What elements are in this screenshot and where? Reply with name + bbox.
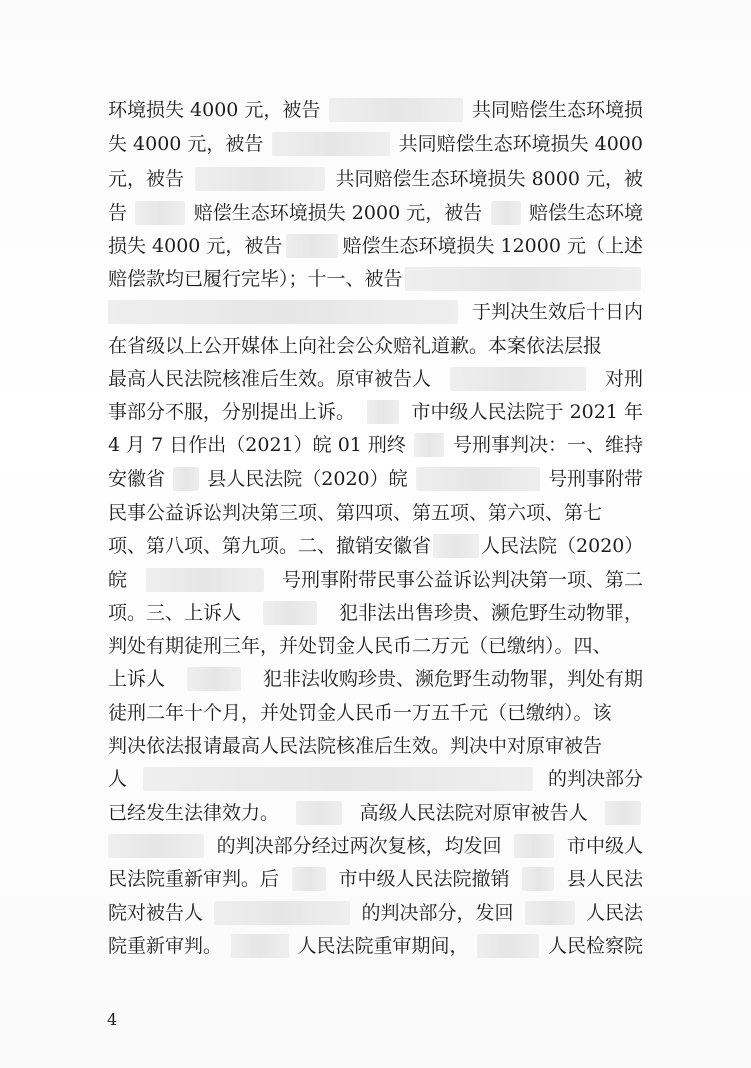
- line-text: 人民法院重审期间，: [297, 935, 469, 957]
- redaction-block: [522, 867, 554, 891]
- line-text: 皖: [108, 569, 128, 591]
- text-line-4: [108, 200, 643, 226]
- line-text: 项。三、上诉人: [108, 602, 242, 624]
- text-line-16: [108, 600, 643, 626]
- text-line-19: [108, 700, 643, 726]
- line-text: 赔偿款均已履行完毕）；十一、被告: [108, 268, 403, 290]
- line-text: 已经发生法律效力。: [108, 802, 280, 824]
- redaction-block: [416, 467, 540, 491]
- line-text: 赔偿生态环境: [528, 202, 643, 224]
- text-line-20: [108, 733, 643, 759]
- text-line-10: [108, 399, 643, 425]
- text-line-9: [108, 366, 643, 392]
- redaction-block: [414, 433, 444, 457]
- line-text: 事部分不服，分别提出上诉。: [108, 401, 356, 423]
- line-text: 号刑事判决：一、维持: [452, 434, 643, 456]
- line-text: 于判决生效后十日内: [471, 301, 643, 323]
- line-text: 共同赔偿生态环境损失 4000: [398, 133, 643, 155]
- text-line-12: [108, 466, 643, 492]
- redaction-block: [329, 98, 463, 122]
- line-text: 人: [108, 768, 128, 790]
- line-text: 在省级以上公开媒体上向社会公众赔礼道歉。本案依法层报: [108, 335, 603, 357]
- redaction-block: [514, 834, 554, 858]
- line-text: 的判决部分: [547, 768, 643, 790]
- redaction-block: [146, 568, 264, 592]
- line-text: 告: [108, 202, 128, 224]
- text-line-5: [108, 233, 643, 259]
- line-text: 共同赔偿生态环境损失 8000 元，被: [335, 168, 643, 190]
- redaction-block: [187, 667, 241, 691]
- text-line-15: [108, 567, 643, 593]
- text-line-3: [108, 166, 643, 192]
- line-text: 民法院重新审判。后: [108, 868, 280, 890]
- redaction-block: [263, 601, 317, 625]
- line-text: 对刑: [604, 368, 643, 390]
- line-text: 赔偿生态环境损失 2000 元，被告: [193, 202, 483, 224]
- line-text: 4 月 7 日作出（2021）皖 01 刑终: [108, 434, 406, 456]
- line-text: 市中级人: [566, 835, 643, 857]
- redaction-block: [272, 132, 390, 156]
- line-text: 人民法: [585, 902, 643, 924]
- line-text: 项、第八项、第九项。二、撤销安徽省: [108, 535, 432, 557]
- line-text: 判处有期徒刑三年，并处罚金人民币二万元（已缴纳）。四、: [108, 635, 612, 657]
- redaction-block: [108, 300, 458, 324]
- text-line-1: [108, 97, 643, 123]
- text-line-18: [108, 666, 643, 692]
- redaction-block: [405, 267, 641, 291]
- text-line-17: [108, 633, 643, 659]
- text-line-13: [108, 500, 643, 526]
- redaction-block: [433, 534, 479, 558]
- line-text: 的判决部分，发回: [361, 902, 514, 924]
- line-text: 环境损失 4000 元，被告: [108, 99, 321, 121]
- redaction-block: [605, 801, 641, 825]
- line-text: 犯非法出售珍贵、濒危野生动物罪，: [338, 602, 643, 624]
- text-line-8: [108, 333, 643, 359]
- line-text: 号刑事附带民事公益诉讼判决第一项、第二: [281, 569, 643, 591]
- redaction-block: [214, 901, 350, 925]
- redaction-block: [450, 367, 586, 391]
- text-line-14: [108, 533, 643, 559]
- text-line-22: [108, 800, 643, 826]
- line-text: 最高人民法院核准后生效。原审被告人: [108, 368, 432, 390]
- text-line-11: [108, 432, 643, 458]
- redaction-block: [231, 934, 289, 958]
- redaction-block: [367, 400, 399, 424]
- redaction-block: [108, 834, 204, 858]
- line-text: 人民检察院: [547, 935, 643, 957]
- redaction-block: [525, 901, 575, 925]
- redaction-block: [195, 167, 325, 191]
- line-text: 院对被告人: [108, 902, 204, 924]
- line-text: 共同赔偿生态环境损: [471, 99, 643, 121]
- line-text: 县人民法: [566, 868, 643, 890]
- text-line-24: [108, 866, 643, 892]
- text-line-21: [108, 766, 643, 792]
- text-line-6: [108, 266, 643, 292]
- redaction-block: [143, 767, 533, 791]
- line-text: 徒刑二年十个月，并处罚金人民币一万五千元（已缴纳）。该: [108, 702, 612, 724]
- text-line-25: [108, 900, 643, 926]
- line-text: 院重新审判。: [108, 935, 223, 957]
- redaction-block: [296, 801, 342, 825]
- line-text: 判决依法报请最高人民法院核准后生效。判决中对原审被告: [108, 735, 603, 757]
- line-text: 犯非法收购珍贵、濒危野生动物罪，判处有期: [262, 668, 643, 690]
- line-text: 民事公益诉讼判决第三项、第四项、第五项、第六项、第七: [108, 502, 603, 524]
- redaction-block: [292, 867, 326, 891]
- redaction-block: [135, 201, 185, 225]
- line-text: 号刑事附带: [547, 468, 643, 490]
- line-text: 人民法院（2020）: [481, 535, 644, 557]
- text-line-2: [108, 131, 643, 157]
- line-text: 市中级人民法院撤销: [338, 868, 510, 890]
- line-text: 市中级人民法院于 2021 年: [411, 401, 643, 423]
- line-text: 失 4000 元，被告: [108, 133, 264, 155]
- line-text: 元，被告: [108, 168, 185, 190]
- line-text: 县人民法院（2020）皖: [207, 468, 408, 490]
- line-text: 损失 4000 元，被告: [108, 235, 283, 257]
- line-text: 的判决部分经过两次复核，均发回: [216, 835, 502, 857]
- line-text: 赔偿生态环境损失 12000 元（上述: [342, 235, 643, 257]
- redaction-block: [286, 234, 338, 258]
- text-line-23: [108, 833, 643, 859]
- redaction-block: [477, 934, 539, 958]
- redaction-block: [491, 201, 521, 225]
- redaction-block: [173, 467, 199, 491]
- text-line-26: [108, 933, 643, 959]
- text-line-7: [108, 299, 643, 325]
- line-text: 高级人民法院对原审被告人: [359, 802, 588, 824]
- line-text: 上诉人: [108, 668, 166, 690]
- page-number: 4: [107, 1010, 118, 1029]
- line-text: 安徽省: [108, 468, 166, 490]
